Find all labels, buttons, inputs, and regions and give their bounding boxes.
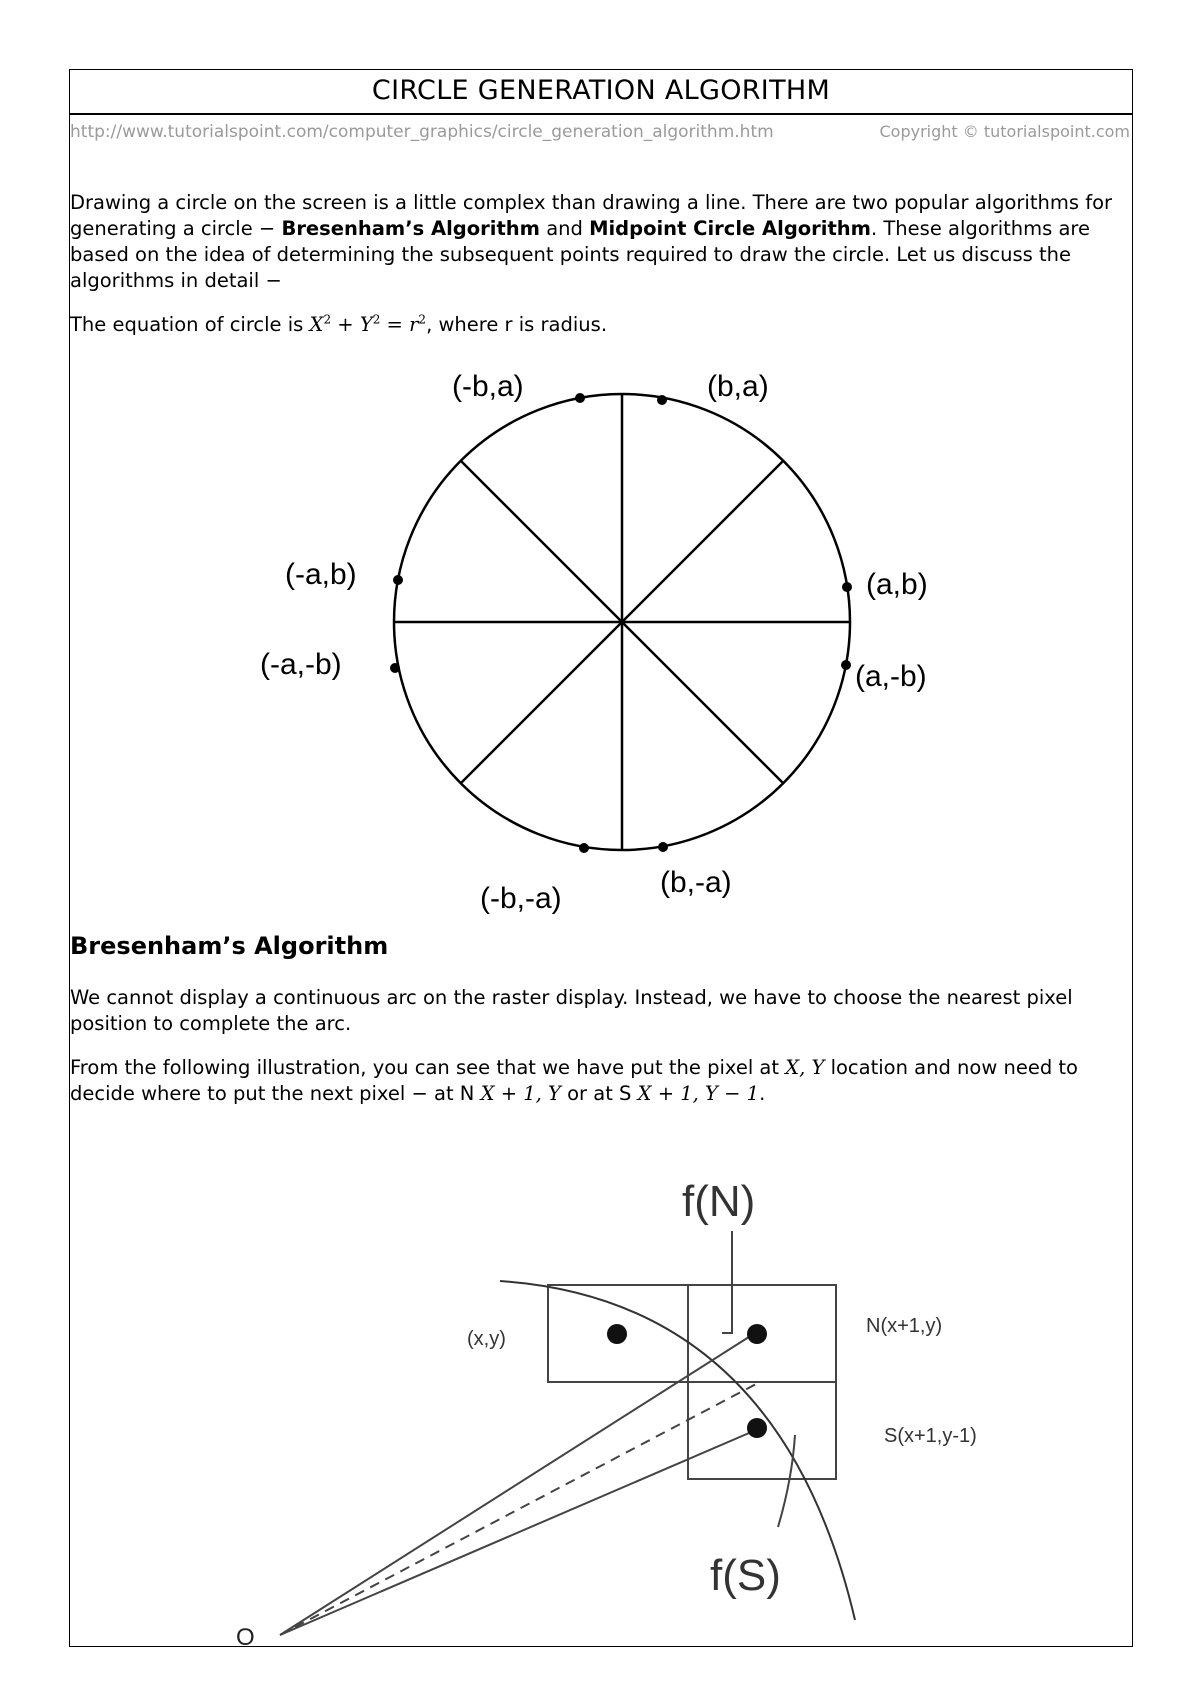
label-a-neg-b: (a,-b) [855,660,927,693]
copyright-notice: Copyright © tutorialspoint.com [879,122,1130,141]
origin-label: O [236,1624,255,1651]
s-label: S(x+1,y-1) [884,1425,977,1447]
bresenham-name: Bresenham’s Algorithm [281,217,540,240]
fs-arrow [778,1435,795,1527]
line-to-n [280,1335,752,1635]
pixel-dot [607,1324,627,1344]
page-title: CIRCLE GENERATION ALGORITHM [70,70,1132,115]
fs-label: f(S) [710,1551,781,1600]
xy-label: (x,y) [467,1328,506,1350]
fn-arrow [722,1231,732,1333]
line-to-s [280,1430,756,1635]
fn-label: f(N) [682,1177,756,1226]
label-b-neg-a: (b,-a) [660,866,732,899]
label-neg-a-neg-b: (-a,-b) [260,648,342,681]
pixel-dot [747,1324,767,1344]
label-neg-b-neg-a: (-b,-a) [480,882,562,915]
n-label: N(x+1,y) [866,1315,943,1337]
intro-paragraph: Drawing a circle on the screen is a little complex than drawing a line. There are two popular algorithms for generating a circle − Bresenham’s Algorithm and Midpoint Circle Algorithm. These algorithms are based on the idea of determining the subsequent points required to draw the circle. Let us discuss the algorithms in detail − [70,191,1113,292]
bresenham-paragraph-2: From the following illustration, you can see that we have put the pixel at X, Y location and now need to decide where to put the next pixel − at N X + 1, Y or at S X + 1, Y − 1. [70,1056,1078,1105]
label-b-a: (b,a) [707,370,769,403]
arc-curve [500,1281,855,1620]
bresenham-paragraph-1: We cannot display a continuous arc on the raster display. Instead, we have to choose the nearest pixel position to complete the arc. [70,986,1073,1035]
label-a-b: (a,b) [866,568,928,601]
bresenham-heading: Bresenham’s Algorithm [70,932,389,960]
circle-equation: The equation of circle is $X^2 + Y^2 = r^2$, where r is radius. [70,312,608,336]
source-url: http://www.tutorialspoint.com/computer_graphics/circle_generation_algorithm.htm [70,122,774,142]
label-neg-b-a: (-b,a) [452,370,524,403]
pixel-dot [747,1418,767,1438]
midpoint-name: Midpoint Circle Algorithm [589,217,871,240]
dashed-line [280,1383,758,1635]
label-neg-a-b: (-a,b) [285,558,357,591]
